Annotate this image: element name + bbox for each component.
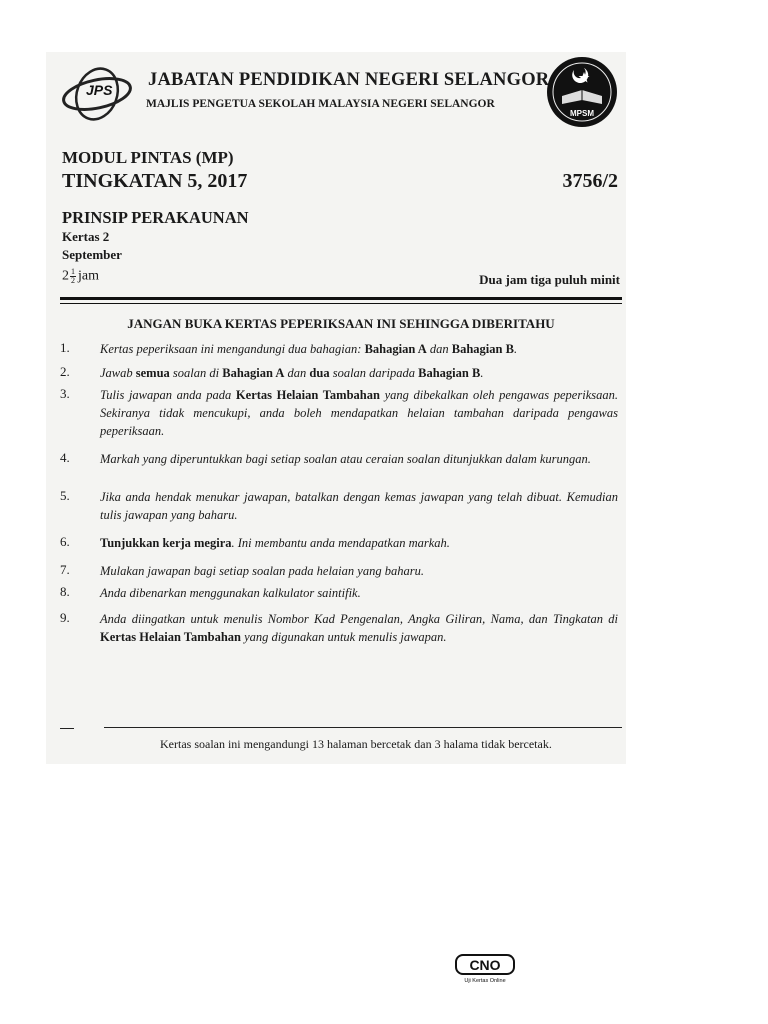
instruction-number: 8. xyxy=(60,584,70,599)
module-name: MODUL PINTAS (MP) xyxy=(62,148,234,167)
instruction-fragment: . Ini membantu anda mendapatkan markah. xyxy=(231,536,450,550)
watermark-logo: CNO xyxy=(469,957,501,973)
page-count-note: Kertas soalan ini mengandungi 13 halaman bercetak dan 3 halama tidak bercetak. xyxy=(160,737,552,751)
exam-header xyxy=(58,60,628,130)
instruction-fragment: . xyxy=(480,366,484,380)
mpsm-logo-icon xyxy=(544,56,620,128)
instruction-fragment: Jawab xyxy=(100,366,136,380)
instruction-number: 3. xyxy=(60,386,70,401)
instruction-text xyxy=(100,340,618,358)
instruction-number: 2. xyxy=(60,364,70,379)
instruction-fragment: . xyxy=(513,342,518,356)
instruction-emphasis: Tunjukkan kerja megira xyxy=(100,536,232,550)
instruction-emphasis: Bahagian A xyxy=(222,366,285,380)
duration-whole: 2 xyxy=(62,268,69,284)
instruction-text xyxy=(100,610,618,646)
instruction-number: 4. xyxy=(60,450,70,465)
divider-thin xyxy=(60,303,622,304)
instruction-emphasis: semua xyxy=(135,366,170,380)
instruction-text xyxy=(100,386,618,440)
duration-numerator: 1 xyxy=(71,267,75,276)
instruction-emphasis: dua xyxy=(309,366,330,380)
instructions-heading: JANGAN BUKA KERTAS PEPERIKSAAN INI SEHINGGA DIBERITAHU xyxy=(127,316,555,331)
paper-code: 3756/2 xyxy=(562,170,618,192)
duration-unit: jam xyxy=(78,268,99,284)
instruction-text xyxy=(100,584,618,602)
footer-rule xyxy=(104,727,622,728)
instruction-fragment: Tulis jawapan anda pada xyxy=(100,388,236,402)
cno-watermark-icon xyxy=(454,954,516,984)
instruction-text xyxy=(100,364,618,382)
instruction-text xyxy=(100,534,618,552)
paper-number: Kertas 2 xyxy=(62,229,110,244)
divider-thick xyxy=(60,297,622,300)
duration-denominator: 2 xyxy=(71,276,75,285)
instruction-fragment: Anda diingatkan untuk menulis Nombor Kad Pengenalan, Angka Giliran, Nama, dan Tingkatan di xyxy=(100,612,618,626)
instruction-text xyxy=(100,450,618,468)
duration-in-words: Dua jam tiga puluh minit xyxy=(479,272,620,287)
instruction-fragment: Jika anda hendak menukar jawapan, batalkan dengan kemas jawapan yang telah dibuat. Kemudian tulis jawapan yang baharu. xyxy=(100,490,618,522)
watermark-tagline: Uji Kertas Online xyxy=(464,978,506,984)
instruction-fragment: Mulakan jawapan bagi setiap soalan pada helaian yang baharu. xyxy=(100,564,424,578)
form-year: TINGKATAN 5, 2017 xyxy=(62,170,248,192)
instruction-fragment: soalan di xyxy=(169,366,223,380)
instruction-emphasis: Kertas Helaian Tambahan xyxy=(235,388,380,402)
instruction-number: 9. xyxy=(60,610,70,625)
instruction-number: 5. xyxy=(60,488,70,503)
council-name: MAJLIS PENGETUA SEKOLAH MALAYSIA NEGERI SELANGOR xyxy=(146,98,495,110)
instruction-emphasis: Bahagian A xyxy=(364,342,427,356)
instruction-fragment: yang dibekalkan oleh pengawas peperiksaan. Sekiranya tidak mencukupi, anda boleh mendapatkan helaian tambahan daripada pengawas peperiksaan. xyxy=(100,388,618,438)
instruction-fragment: Anda dibenarkan menggunakan kalkulator saintifik. xyxy=(100,586,361,600)
instruction-fragment: dan xyxy=(284,366,310,380)
exam-month: September xyxy=(62,247,122,262)
instruction-emphasis: Kertas Helaian Tambahan xyxy=(100,630,241,644)
jps-logo-text: JPS xyxy=(86,82,113,98)
title-block xyxy=(62,148,622,290)
duration xyxy=(62,268,99,285)
subject-name: PRINSIP PERAKAUNAN xyxy=(62,208,249,227)
instruction-fragment: yang digunakan untuk menulis jawapan. xyxy=(241,630,447,644)
duration-fraction xyxy=(70,268,76,285)
instruction-fragment: Markah yang diperuntukkan bagi setiap soalan atau ceraian soalan ditunjukkan dalam kurungan. xyxy=(100,452,591,466)
instruction-text xyxy=(100,562,618,580)
instruction-number: 1. xyxy=(60,340,70,355)
footer-rule-short xyxy=(60,728,74,729)
instruction-fragment: dan xyxy=(426,342,452,356)
instruction-emphasis: Bahagian B xyxy=(451,342,514,356)
mpsm-logo-text: MPSM xyxy=(570,109,594,118)
instruction-text xyxy=(100,488,618,524)
instruction-fragment: Kertas peperiksaan ini mengandungi dua bahagian: xyxy=(100,342,365,356)
instruction-number: 7. xyxy=(60,562,70,577)
organization-name: JABATAN PENDIDIKAN NEGERI SELANGOR xyxy=(148,70,550,90)
instruction-emphasis: Bahagian B xyxy=(418,366,481,380)
instruction-number: 6. xyxy=(60,534,70,549)
instruction-fragment: soalan daripada xyxy=(329,366,419,380)
